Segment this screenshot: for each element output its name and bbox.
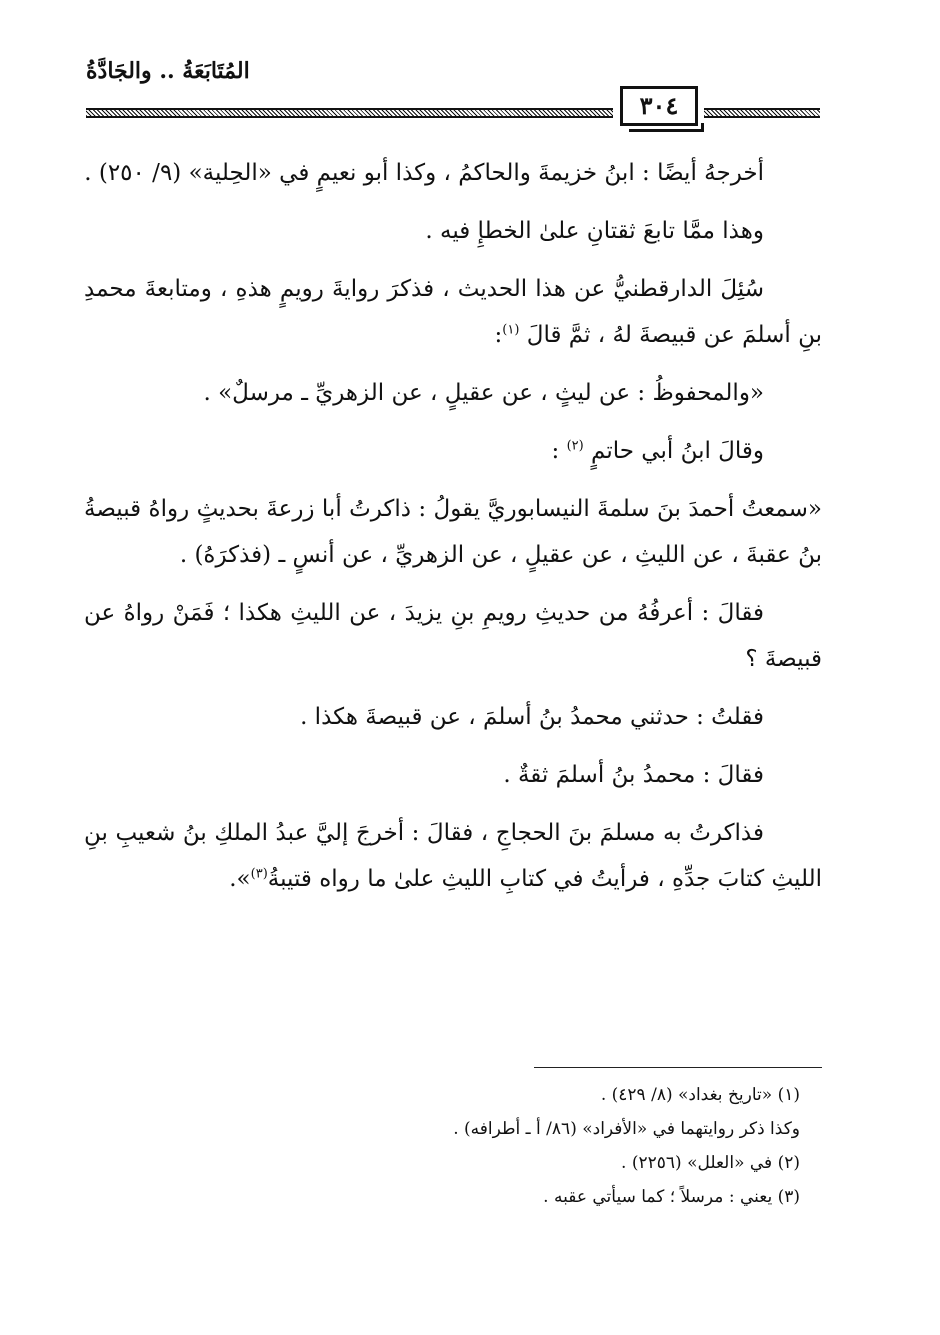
paragraph (84, 752, 822, 798)
footnote-item: (٣) يعني : مرسلاً ؛ كما سيأتي عقبه . (543, 1187, 800, 1207)
footnote-marker[interactable]: (٣) (250, 866, 268, 882)
footnote-item: وكذا ذكر روايتهما في «الأفراد» (٨٦/ أ ـ أطرافه) . (453, 1119, 800, 1139)
paragraph-text: أخرجهُ أيضًا : ابنُ خزيمةَ والحاكمُ ، وكذا أبو نعيمٍ في «الحِلية» (٩/ ٢٥٠) . (84, 160, 764, 186)
paragraph-text: فذاكرتُ به مسلمَ بنَ الحجاجِ ، فقالَ : أخرجَ إليَّ عبدُ الملكِ بنُ شعيبِ بنِ الليثِ كتابَ جدِّهِ ، فرأيتُ في كتابِ الليثِ علىٰ ما رواه قتيبةُ (84, 820, 822, 892)
quote-paragraph (84, 370, 822, 416)
footnote-item: (٢) في «العلل» (٢٢٥٦) . (621, 1153, 800, 1173)
paragraph (84, 810, 822, 902)
paragraph-text: «والمحفوظُ : عن ليثٍ ، عن عقيلٍ ، عن الزهريِّ ـ مرسلٌ» . (203, 380, 764, 406)
paragraph-text: وهذا ممَّا تابعَ ثقتانِ علىٰ الخطإِ فيه . (425, 218, 764, 244)
paragraph (84, 590, 822, 682)
paragraph (84, 428, 822, 474)
paragraph (84, 150, 822, 196)
paragraph-text: «سمعتُ أحمدَ بنَ سلمةَ النيسابوريَّ يقولُ : ذاكرتُ أبا زرعةَ بحديثٍ رواهُ قبيصةُ بنُ عقبةَ ، عن الليثِ ، عن عقيلٍ ، عن الزهريِّ ، عن أنسٍ ـ (فذكرَهُ) . (84, 496, 822, 568)
paragraph (84, 266, 822, 358)
paragraph (84, 208, 822, 254)
paragraph-text: سُئِلَ الدارقطنيُّ عن هذا الحديث ، فذكرَ روايةَ رويمٍ هذهِ ، ومتابعةَ محمدِ بنِ أسلمَ عن قبيصةَ لهُ ، ثمَّ قالَ (84, 276, 822, 348)
paragraph (84, 694, 822, 740)
footnote-divider (534, 1067, 822, 1068)
main-text (84, 150, 822, 914)
footnote-marker[interactable]: (١) (502, 322, 520, 338)
page-number: ٣٠٤ (620, 86, 698, 126)
paragraph-text: فقالَ : أعرفُهُ من حديثِ رويمِ بنِ يزيدَ ، عن الليثِ هكذا ؛ فَمَنْ رواهُ عن قبيصةَ ؟ (84, 600, 822, 672)
header-rule-right (704, 108, 820, 118)
paragraph-text: ». (229, 866, 251, 892)
header-rule-left (86, 108, 613, 118)
footnote-item: (١) «تاريخ بغداد» (٨/ ٤٢٩) . (600, 1085, 800, 1105)
paragraph-text: فقالَ : محمدُ بنُ أسلمَ ثقةٌ . (503, 762, 764, 788)
paragraph-text: وقالَ ابنُ أبي حاتمٍ (591, 438, 764, 464)
quote-paragraph (84, 486, 822, 578)
paragraph-text: فقلتُ : حدثني محمدُ بنُ أسلمَ ، عن قبيصةَ هكذا . (300, 704, 764, 730)
footnotes (300, 1078, 800, 1214)
footnote-marker[interactable]: (٢) (566, 438, 584, 454)
paragraph-text: : (494, 322, 503, 348)
running-title: المُتَابَعَةُ .. والجَادَّةُ (86, 58, 250, 84)
paragraph-text: : (551, 438, 560, 464)
